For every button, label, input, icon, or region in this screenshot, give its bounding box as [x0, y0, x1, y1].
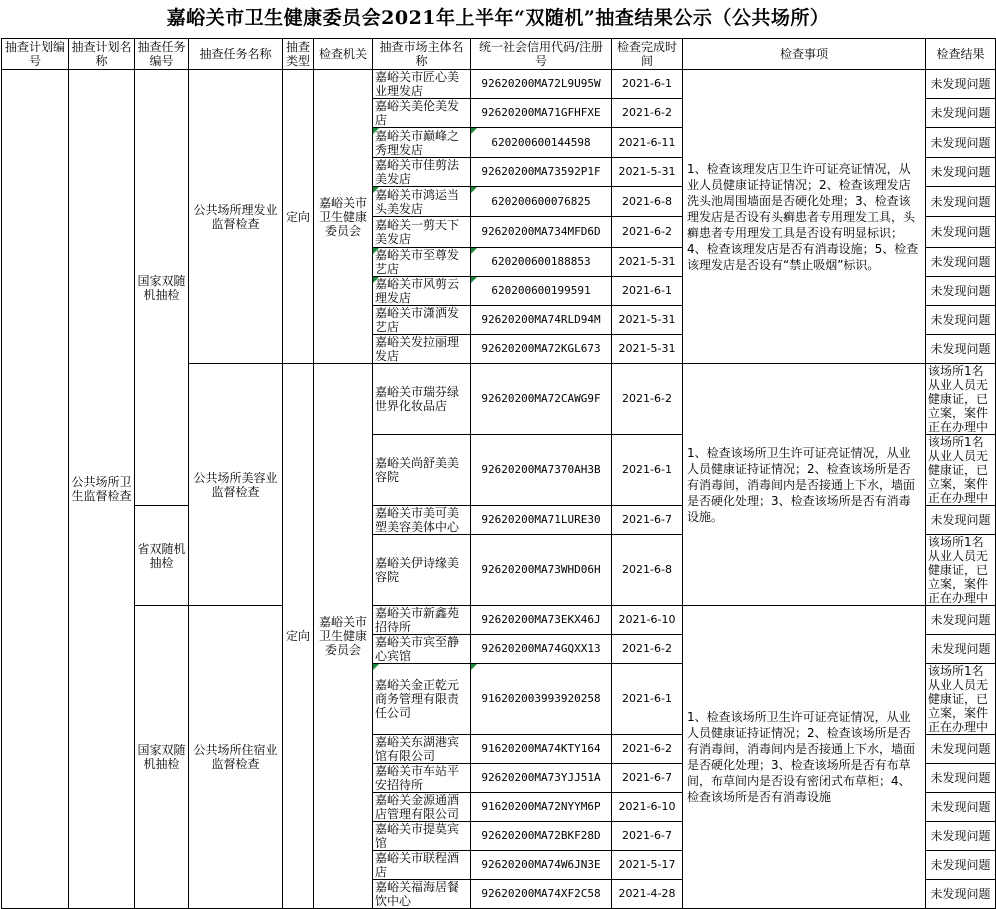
- credit-code: 92620200MA72CAWG9F: [471, 364, 612, 435]
- subject-name: 嘉峪关伊诗缘美容院: [373, 535, 471, 606]
- finish-date: 2021-6-7: [612, 822, 683, 851]
- items-haircut: 1、检查该理发店卫生许可证亮证情况，从业人员健康证持证情况；2、检查该理发店洗头池周围墙面是否硬化处理；3、检查该理发店是否设有头癣患者专用理发工具，头癣患者专用理发工具是否设有明显标识；4、检查该理发店是否有消毒设施；5、检查该理发店是否设有“禁止吸烟”标识。: [683, 70, 926, 364]
- task-name-beauty: 公共场所美容业监督检查: [189, 364, 283, 606]
- subject-name: 嘉峪关发拉丽理发店: [373, 335, 471, 364]
- credit-code: 92620200MA72KGL673: [471, 335, 612, 364]
- credit-code: 92620200MA74GQXX13: [471, 635, 612, 664]
- result: 未发现问题: [926, 187, 996, 217]
- subject-name: 嘉峪关市风剪云理发店: [373, 277, 471, 306]
- result: 未发现问题: [926, 793, 996, 822]
- result: 未发现问题: [926, 335, 996, 364]
- finish-date: 2021-6-8: [612, 187, 683, 217]
- header-task-no: 抽查任务编号: [135, 39, 189, 70]
- subject-name: 嘉峪关市美可美塑美容美体中心: [373, 506, 471, 535]
- subject-name: 嘉峪关市瑞芬绿世界化妆品店: [373, 364, 471, 435]
- result: 该场所1名从业人员无健康证，已立案，案件正在办理中: [926, 364, 996, 435]
- subject-name: 嘉峪关市新鑫苑招待所: [373, 606, 471, 635]
- finish-date: 2021-6-8: [612, 535, 683, 606]
- finish-date: 2021-6-11: [612, 128, 683, 158]
- subject-name: 嘉峪关市潇洒发艺店: [373, 306, 471, 335]
- finish-date: 2021-6-10: [612, 793, 683, 822]
- credit-code: 92620200MA71GFHFXE: [471, 99, 612, 128]
- task-no-province: 省双随机抽检: [135, 506, 189, 606]
- credit-code: 92620200MA7370AH3B: [471, 435, 612, 506]
- subject-name: 嘉峪关金正乾元商务管理有限责任公司: [373, 664, 471, 735]
- subject-name: 嘉峪关尚舒美美容院: [373, 435, 471, 506]
- finish-date: 2021-6-10: [612, 606, 683, 635]
- finish-date: 2021-6-7: [612, 764, 683, 793]
- finish-date: 2021-5-31: [612, 335, 683, 364]
- credit-code: 92620200MA71LURE30: [471, 506, 612, 535]
- header-credit-code: 统一社会信用代码/注册号: [471, 39, 612, 70]
- header-check-type: 抽查类型: [283, 39, 314, 70]
- subject-name: 嘉峪关东湖港宾馆有限公司: [373, 735, 471, 764]
- finish-date: 2021-6-1: [612, 70, 683, 99]
- subject-name: 嘉峪关市提莫宾馆: [373, 822, 471, 851]
- subject-name: 嘉峪关市鸿运当头美发店: [373, 187, 471, 217]
- plan-name-cell: 公共场所卫生监督检查: [69, 70, 135, 909]
- credit-code: 92620200MA73YJJ51A: [471, 764, 612, 793]
- result: 未发现问题: [926, 851, 996, 880]
- plan-no-cell: [2, 70, 69, 909]
- finish-date: 2021-5-31: [612, 306, 683, 335]
- header-plan-name: 抽查计划名称: [69, 39, 135, 70]
- subject-name: 嘉峪关金源通酒店管理有限公司: [373, 793, 471, 822]
- credit-code: 92620200MA74W6JN3E: [471, 851, 612, 880]
- credit-code: 620200600199591: [471, 277, 612, 306]
- credit-code: 916202003993920258: [471, 664, 612, 735]
- credit-code: 92620200MA73EKX46J: [471, 606, 612, 635]
- result: 该场所1名从业人员无健康证，已立案，案件正在办理中: [926, 435, 996, 506]
- check-type-2: 定向: [283, 364, 314, 909]
- result: 未发现问题: [926, 822, 996, 851]
- credit-code: 92620200MA72BKF28D: [471, 822, 612, 851]
- finish-date: 2021-6-2: [612, 635, 683, 664]
- subject-name: 嘉峪关市佳剪法美发店: [373, 158, 471, 187]
- finish-date: 2021-6-2: [612, 217, 683, 248]
- result: 未发现问题: [926, 506, 996, 535]
- table-row: [2, 70, 996, 99]
- page-title: 嘉峪关市卫生健康委员会2021年上半年“双随机”抽查结果公示（公共场所）: [166, 7, 830, 29]
- task-name-haircut: 公共场所理发业监督检查: [189, 70, 283, 364]
- result: 未发现问题: [926, 248, 996, 277]
- results-table: [1, 38, 996, 909]
- result: 未发现问题: [926, 158, 996, 187]
- finish-date: 2021-4-28: [612, 880, 683, 909]
- finish-date: 2021-6-1: [612, 435, 683, 506]
- finish-date: 2021-6-1: [612, 277, 683, 306]
- check-type-1: 定向: [283, 70, 314, 364]
- task-no-national-2: 国家双随机抽检: [135, 606, 189, 909]
- finish-date: 2021-6-7: [612, 506, 683, 535]
- credit-code: 92620200MA73WHD06H: [471, 535, 612, 606]
- result: 未发现问题: [926, 306, 996, 335]
- result: 未发现问题: [926, 128, 996, 158]
- credit-code: 91620200MA72NYYM6P: [471, 793, 612, 822]
- result: 未发现问题: [926, 635, 996, 664]
- credit-code: 91620200MA74KTY164: [471, 735, 612, 764]
- subject-name: 嘉峪关市车站平安招待所: [373, 764, 471, 793]
- result: 未发现问题: [926, 606, 996, 635]
- credit-code: 92620200MA72L9U95W: [471, 70, 612, 99]
- credit-code: 92620200MA734MFD6D: [471, 217, 612, 248]
- credit-code: 620200600188853: [471, 248, 612, 277]
- finish-date: 2021-6-1: [612, 664, 683, 735]
- subject-name: 嘉峪关市至尊发艺店: [373, 248, 471, 277]
- result: 未发现问题: [926, 99, 996, 128]
- result: 该场所1名从业人员无健康证，已立案，案件正在办理中: [926, 535, 996, 606]
- items-beauty: 1、检查该场所卫生许可证亮证情况，从业人员健康证持证情况；2、检查该场所是否有消毒间，消毒间内是否接通上下水，墙面是否硬化处理；3、检查该场所是否有消毒设施。: [683, 364, 926, 606]
- header-row: [2, 39, 996, 70]
- finish-date: 2021-5-31: [612, 158, 683, 187]
- header-agency: 检查机关: [314, 39, 373, 70]
- header-plan-no: 抽查计划编号: [2, 39, 69, 70]
- finish-date: 2021-6-2: [612, 364, 683, 435]
- subject-name: 嘉峪关市巅峰之秀理发店: [373, 128, 471, 158]
- subject-name: 嘉峪关福海居餐饮中心: [373, 880, 471, 909]
- header-subject: 抽查市场主体名称: [373, 39, 471, 70]
- task-name-hotel: 公共场所住宿业监督检查: [189, 606, 283, 909]
- result: 未发现问题: [926, 70, 996, 99]
- subject-name: 嘉峪关市宾至静心宾馆: [373, 635, 471, 664]
- credit-code: 92620200MA73592P1F: [471, 158, 612, 187]
- credit-code: 92620200MA74RLD94M: [471, 306, 612, 335]
- finish-date: 2021-6-2: [612, 99, 683, 128]
- result: 未发现问题: [926, 880, 996, 909]
- header-finish-date: 检查完成时间: [612, 39, 683, 70]
- header-items: 检查事项: [683, 39, 926, 70]
- result: 未发现问题: [926, 277, 996, 306]
- finish-date: 2021-6-2: [612, 735, 683, 764]
- credit-code: 620200600144598: [471, 128, 612, 158]
- finish-date: 2021-5-31: [612, 248, 683, 277]
- agency-2: 嘉峪关市卫生健康委员会: [314, 364, 373, 909]
- items-hotel: 1、检查该场所卫生许可证亮证情况，从业人员健康证持证情况；2、检查该场所是否有消毒间，消毒间内是否接通上下水，墙面是否硬化处理；3、检查该场所是否有布草间，布草间内是否设有密闭式布草柜；4、检查该场所是否有消毒设施: [683, 606, 926, 909]
- result: 未发现问题: [926, 764, 996, 793]
- result: 该场所1名从业人员无健康证，已立案，案件正在办理中: [926, 664, 996, 735]
- subject-name: 嘉峪关市匠心美业理发店: [373, 70, 471, 99]
- result: 未发现问题: [926, 735, 996, 764]
- credit-code: 620200600076825: [471, 187, 612, 217]
- finish-date: 2021-5-17: [612, 851, 683, 880]
- subject-name: 嘉峪关市联程酒店: [373, 851, 471, 880]
- header-result: 检查结果: [926, 39, 996, 70]
- subject-name: 嘉峪关一剪天下美发店: [373, 217, 471, 248]
- subject-name: 嘉峪关美伦美发店: [373, 99, 471, 128]
- credit-code: 92620200MA74XF2C58: [471, 880, 612, 909]
- table-row: [2, 606, 996, 635]
- agency-1: 嘉峪关市卫生健康委员会: [314, 70, 373, 364]
- task-no-national-1: 国家双随机抽检: [135, 70, 189, 506]
- result: 未发现问题: [926, 217, 996, 248]
- header-task-name: 抽查任务名称: [189, 39, 283, 70]
